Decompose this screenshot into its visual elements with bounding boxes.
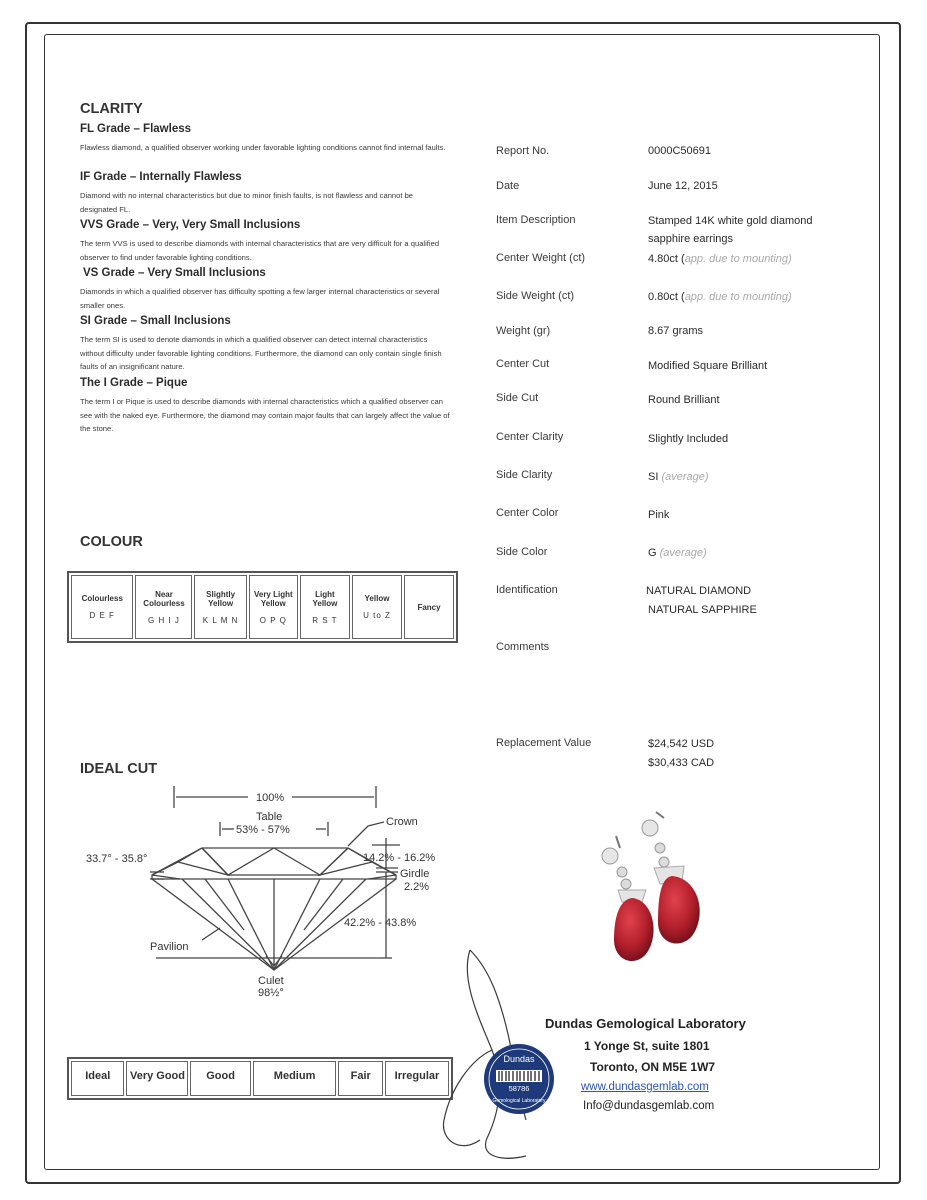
cut-grade-cell: Irregular	[385, 1061, 449, 1096]
table-range: 53% - 57%	[236, 824, 290, 836]
culet-angle: 98½°	[258, 987, 284, 999]
clarity-grade-title: VVS Grade – Very, Very Small Inclusions	[80, 219, 301, 231]
girdle-label: Girdle	[400, 868, 430, 880]
table-label: Table	[256, 811, 283, 823]
lab-address-2: Toronto, ON M5E 1W7	[590, 1060, 716, 1074]
clarity-heading: CLARITY	[80, 101, 143, 117]
colour-label: Yellow	[364, 594, 390, 603]
colour-code: O P Q	[259, 615, 287, 625]
item-description-value: Stamped 14K white gold diamond sapphire earrings	[648, 215, 813, 245]
lab-seal	[482, 1042, 556, 1116]
clarity-grade-text: The term SI is used to denote diamonds in which a qualified observer can detect internal characteristics without difficulty under favorable lighting conditions. Furthermore, the diamond can only contain single finish faults of an insignificant nature.	[80, 335, 442, 371]
lab-email: Info@dundasgemlab.com	[583, 1100, 715, 1112]
cut-grade-cell: Ideal	[71, 1061, 124, 1096]
diamond-cut-diagram	[70, 780, 470, 1020]
replacement-value-cad: $30,433 CAD	[648, 757, 715, 769]
clarity-grade-text: Flawless diamond, a qualified observer working under favorable lighting conditions cannot find internal faults.	[80, 143, 446, 152]
side-cut-value: Round Brilliant	[648, 394, 720, 406]
seal-bottom-text: Gemological Laboratory	[492, 1098, 546, 1104]
pavilion-depth: 42.2% - 43.8%	[344, 917, 417, 929]
lab-website-link[interactable]: www.dundasgemlab.com	[581, 1081, 709, 1093]
side-clarity-value	[648, 468, 709, 486]
clarity-grade-text: The term I or Pique is used to describe diamonds with internal characteristics which a qualified observer can see with the naked eye. Furthermore, the diamond may contain major faults that can largely affect the value of the stone.	[80, 397, 450, 433]
colour-cell	[135, 575, 192, 639]
colour-code: K L M N	[202, 615, 239, 625]
clarity-grade-title: VS Grade – Very Small Inclusions	[83, 267, 266, 279]
clarity-grade-text: The term VVS is used to describe diamonds with internal characteristics that are very difficult for a qualified observer to find under favorable lighting conditions.	[80, 239, 440, 262]
colour-label: Slightly Yellow	[206, 589, 236, 608]
date-label: Date	[496, 180, 520, 192]
weight-value: 8.67 grams	[648, 325, 704, 337]
clarity-grade-title: SI Grade – Small Inclusions	[80, 315, 231, 327]
colour-label: Fancy	[417, 602, 441, 612]
cut-grade-cell: Medium	[253, 1061, 337, 1096]
colour-cell	[249, 575, 298, 639]
side-weight-value	[648, 288, 792, 306]
colour-cell	[71, 575, 133, 639]
cut-grade-cell: Good	[190, 1061, 250, 1096]
date-value: June 12, 2015	[648, 180, 718, 192]
colour-cell	[404, 575, 454, 639]
crown-angle: 33.7° - 35.8°	[86, 853, 148, 865]
cut-grade-table	[67, 1057, 453, 1100]
side-clarity-grade: SI	[648, 471, 662, 483]
ideal-cut-heading: IDEAL CUT	[80, 761, 158, 777]
colour-cell	[352, 575, 402, 639]
clarity-grade-text: Diamond with no internal characteristics but due to minor finish faults, is not flawless and cannot be designated FL.	[80, 191, 414, 214]
center-weight-note: app. due to mounting)	[684, 253, 792, 265]
center-color-label: Center Color	[496, 507, 559, 519]
colour-cell	[300, 575, 350, 639]
colour-heading: COLOUR	[80, 534, 143, 550]
center-weight-amount: 4.80ct (	[648, 253, 685, 265]
colour-code: G H I J	[148, 615, 180, 625]
lab-name: Dundas Gemological Laboratory	[545, 1016, 746, 1031]
culet-label: Culet	[258, 975, 284, 987]
clarity-grade-text: Diamonds in which a qualified observer has difficulty spotting a few larger internal characteristics or several smaller ones.	[80, 287, 440, 310]
report-no-value: 0000C50691	[648, 145, 712, 157]
clarity-grade-title: FL Grade – Flawless	[80, 123, 192, 135]
center-color-value: Pink	[648, 509, 670, 521]
side-color-grade: G	[648, 547, 660, 559]
cut-grade-cell: Very Good	[126, 1061, 188, 1096]
side-weight-label: Side Weight (ct)	[496, 290, 575, 302]
colour-code: U to Z	[363, 611, 391, 620]
seal-top-text: Dundas	[503, 1054, 535, 1064]
side-weight-amount: 0.80ct (	[648, 291, 685, 303]
identification-value-2: NATURAL SAPPHIRE	[648, 604, 757, 616]
replacement-value-label: Replacement Value	[496, 737, 592, 749]
side-clarity-note: (average)	[661, 471, 709, 483]
side-color-label: Side Color	[496, 546, 548, 558]
report-no-label: Report No.	[496, 145, 550, 157]
side-weight-note: app. due to mounting)	[684, 291, 792, 303]
center-weight-value	[648, 250, 792, 268]
center-clarity-label: Center Clarity	[496, 431, 564, 443]
colour-scale-table	[67, 571, 458, 643]
crown-height: 14.2% - 16.2%	[363, 852, 436, 864]
side-cut-label: Side Cut	[496, 392, 539, 404]
lab-address-1: 1 Yonge St, suite 1801	[584, 1039, 710, 1053]
crown-label: Crown	[386, 816, 418, 828]
weight-label: Weight (gr)	[496, 325, 551, 337]
cut-grade-cell: Fair	[338, 1061, 383, 1096]
seal-number: 58786	[508, 1084, 530, 1093]
item-description-label: Item Description	[496, 214, 576, 226]
center-cut-label: Center Cut	[496, 358, 550, 370]
replacement-value-usd: $24,542 USD	[648, 738, 715, 750]
colour-label: Very Light Yellow	[253, 589, 293, 608]
identification-label: Identification	[496, 584, 558, 596]
width-label: 100%	[256, 792, 285, 804]
side-color-note: (average)	[659, 547, 707, 559]
colour-label: Light Yellow	[312, 589, 338, 608]
colour-cell	[194, 575, 246, 639]
center-weight-label: Center Weight (ct)	[496, 252, 586, 264]
center-clarity-value: Slightly Included	[648, 433, 729, 445]
side-color-value	[648, 544, 707, 562]
pavilion-label: Pavilion	[150, 941, 189, 953]
colour-label: Near Colourless	[143, 589, 185, 608]
identification-value-1: NATURAL DIAMOND	[646, 585, 752, 597]
clarity-grade-title: IF Grade – Internally Flawless	[80, 171, 242, 183]
girdle-value: 2.2%	[404, 881, 430, 893]
clarity-grade-title: The I Grade – Pique	[80, 377, 188, 389]
colour-code: D E F	[89, 611, 115, 620]
side-clarity-label: Side Clarity	[496, 469, 553, 481]
comments-label: Comments	[496, 641, 550, 653]
colour-code: R S T	[312, 615, 338, 625]
center-cut-value: Modified Square Brilliant	[648, 360, 768, 372]
colour-label: Colourless	[81, 594, 123, 603]
